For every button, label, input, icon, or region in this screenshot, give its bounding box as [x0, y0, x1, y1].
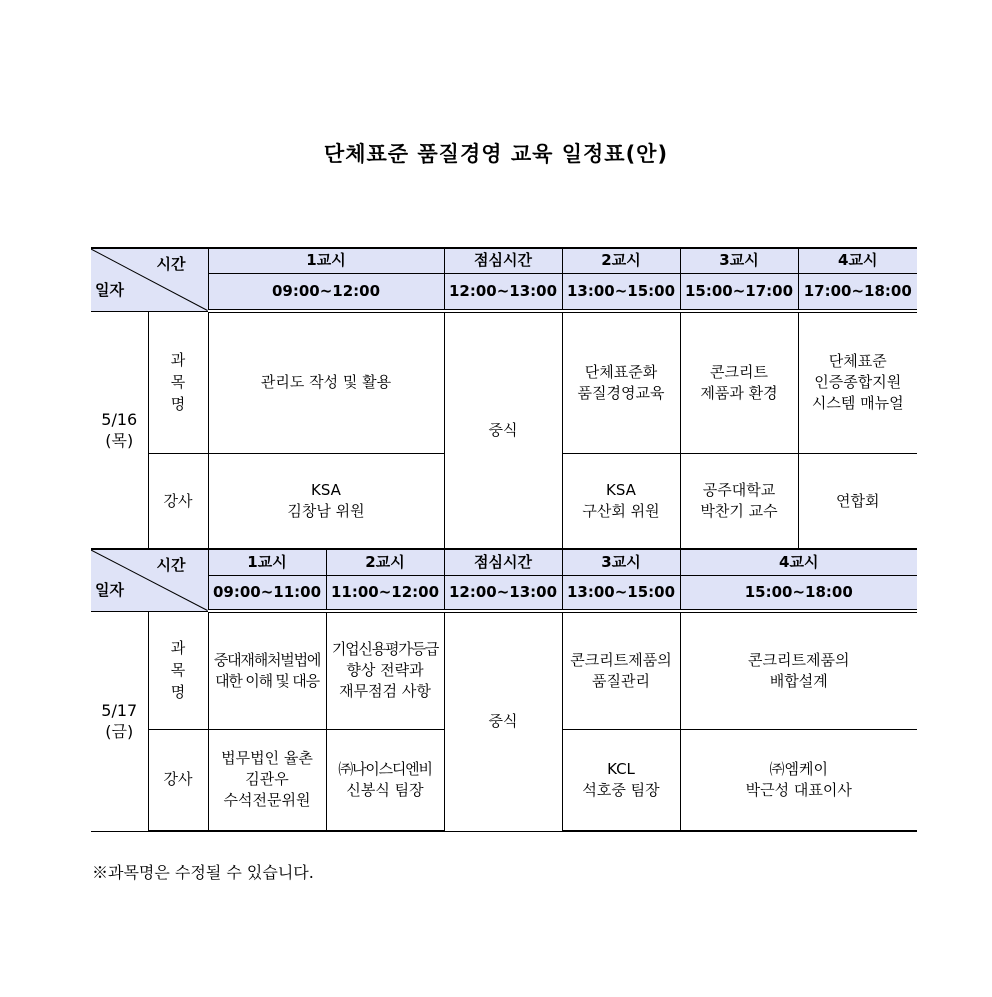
period-time: 13:00~15:00 [562, 575, 680, 611]
instructor-cell: ㈜나이스디엔비 신봉식 팀장 [326, 729, 444, 831]
date-value: 5/16 [101, 410, 138, 429]
period-name: 1교시 [208, 248, 444, 273]
schedule-table-day1 [91, 247, 917, 550]
subject-cell: 관리도 작성 및 활용 [208, 311, 444, 453]
row-label-instructor: 강사 [148, 729, 208, 831]
subject-cell: 콘크리트제품의 품질관리 [562, 611, 680, 729]
subject-cell: 단체표준 인증종합지원 시스템 매뉴얼 [798, 311, 917, 453]
period-time: 17:00~18:00 [798, 273, 917, 311]
instructor-cell: KSA 구산회 위원 [562, 453, 680, 549]
instructor-cell: 공주대학교 박찬기 교수 [680, 453, 798, 549]
period-time: 12:00~13:00 [444, 575, 562, 611]
schedule-table-day2 [91, 548, 917, 832]
period-name: 2교시 [562, 248, 680, 273]
instructor-cell: KSA 김창남 위원 [208, 453, 444, 549]
page-title: 단체표준 품질경영 교육 일정표(안) [323, 142, 669, 166]
period-name: 점심시간 [444, 248, 562, 273]
header-time-label: 시간 [156, 556, 186, 574]
period-name: 2교시 [326, 549, 444, 575]
lunch-cell: 중식 [444, 611, 562, 831]
header-date-label: 일자 [95, 580, 124, 599]
subject-cell: 콘크리트제품의 배합설계 [680, 611, 917, 729]
period-name: 1교시 [208, 549, 326, 575]
period-time: 11:00~12:00 [326, 575, 444, 611]
subject-cell: 단체표준화 품질경영교육 [562, 311, 680, 453]
row-label-subject: 과 목 명 [148, 311, 208, 453]
row-label-subject: 과 목 명 [148, 611, 208, 729]
date-weekday: (금) [105, 722, 134, 741]
header-date-label: 일자 [95, 280, 124, 299]
period-name: 점심시간 [444, 549, 562, 575]
instructor-cell: 연합회 [798, 453, 917, 549]
date-cell [91, 611, 148, 831]
date-value: 5/17 [101, 701, 138, 720]
subject-cell: 콘크리트 제품과 환경 [680, 311, 798, 453]
period-name: 3교시 [562, 549, 680, 575]
instructor-cell: ㈜엠케이 박근성 대표이사 [680, 729, 917, 831]
period-name: 3교시 [680, 248, 798, 273]
header-time-label: 시간 [156, 255, 186, 273]
lunch-cell: 중식 [444, 311, 562, 549]
instructor-cell: KCL 석호중 팀장 [562, 729, 680, 831]
date-weekday: (목) [105, 431, 134, 450]
period-name: 4교시 [798, 248, 917, 273]
period-time: 15:00~18:00 [680, 575, 917, 611]
row-label-instructor: 강사 [148, 453, 208, 549]
footnote: ※과목명은 수정될 수 있습니다. [92, 863, 314, 882]
period-time: 09:00~11:00 [208, 575, 326, 611]
period-name: 4교시 [680, 549, 917, 575]
period-time: 13:00~15:00 [562, 273, 680, 311]
period-time: 15:00~17:00 [680, 273, 798, 311]
subject-cell: 기업신용평가등급 향상 전략과 재무점검 사항 [326, 611, 444, 729]
instructor-cell: 법무법인 율촌 김관우 수석전문위원 [208, 729, 326, 831]
header-corner [91, 248, 208, 311]
subject-cell: 중대재해처벌법에 대한 이해 및 대응 [208, 611, 326, 729]
header-corner [91, 549, 208, 611]
period-time: 12:00~13:00 [444, 273, 562, 311]
date-cell [91, 311, 148, 549]
period-time: 09:00~12:00 [208, 273, 444, 311]
